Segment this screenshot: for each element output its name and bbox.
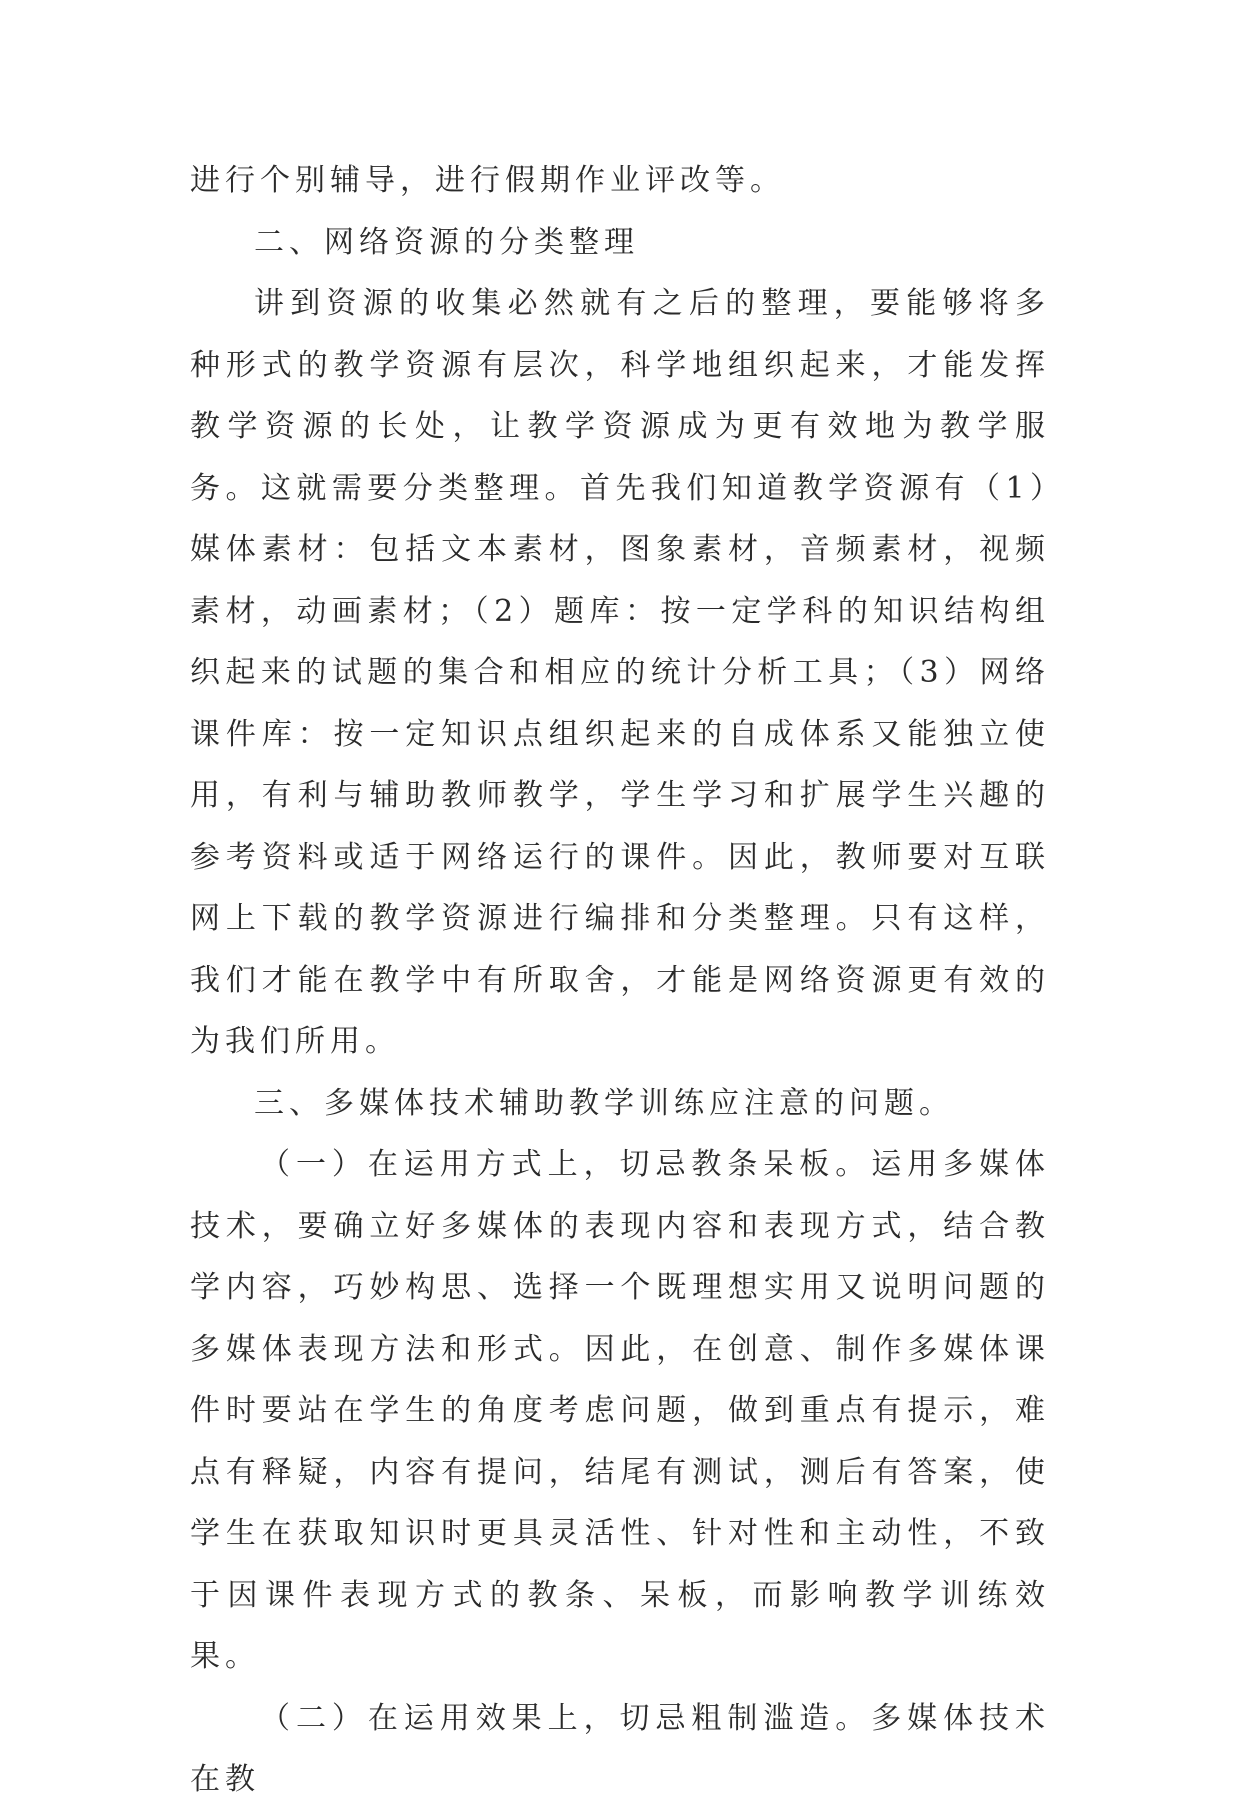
paragraph-resource-organization: 讲到资源的收集必然就有之后的整理，要能够将多种形式的教学资源有层次，科学地组织起来，才能发挥教学资源的长处，让教学资源成为更有效地为教学服务。这就需要分类整理。首先我们知道教学资源有（1）媒体素材：包括文本素材，图象素材，音频素材，视频素材，动画素材；（2）题库：按一定学科的知识结构组织起来的试题的集合和相应的统计分析工具；（3）网络课件库：按一定知识点组织起来的自成体系又能独立使用，有利与辅助教师教学，学生学习和扩展学生兴趣的参考资料或适于网络运行的课件。因此，教师要对互联网上下载的教学资源进行编排和分类整理。只有这样，我们才能在教学中有所取舍，才能是网络资源更有效的为我们所用。 [190,286,1050,1059]
paragraph-method: （一）在运用方式上，切忌教条呆板。运用多媒体技术，要确立好多媒体的表现内容和表现方式，结合教学内容，巧妙构思、选择一个既理想实用又说明问题的多媒体表现方法和形式。因此，在创意、制作多媒体课件时要站在学生的角度考虑问题，做到重点有提示，难点有释疑，内容有提问，结尾有测试，测后有答案，使学生在获取知识时更具灵活性、针对性和主动性，不致于因课件表现方式的教条、呆板，而影响教学训练效果。 [190,1147,1050,1674]
section-heading-3: 三、多媒体技术辅助教学训练应注意的问题。 [254,1085,954,1121]
document-body [190,150,1050,1811]
paragraph-effect: （二）在运用效果上，切忌粗制滥造。多媒体技术在教 [190,1700,1050,1797]
section-heading-2: 二、网络资源的分类整理 [254,224,639,260]
paragraph-continuation: 进行个别辅导，进行假期作业评改等。 [190,163,785,198]
